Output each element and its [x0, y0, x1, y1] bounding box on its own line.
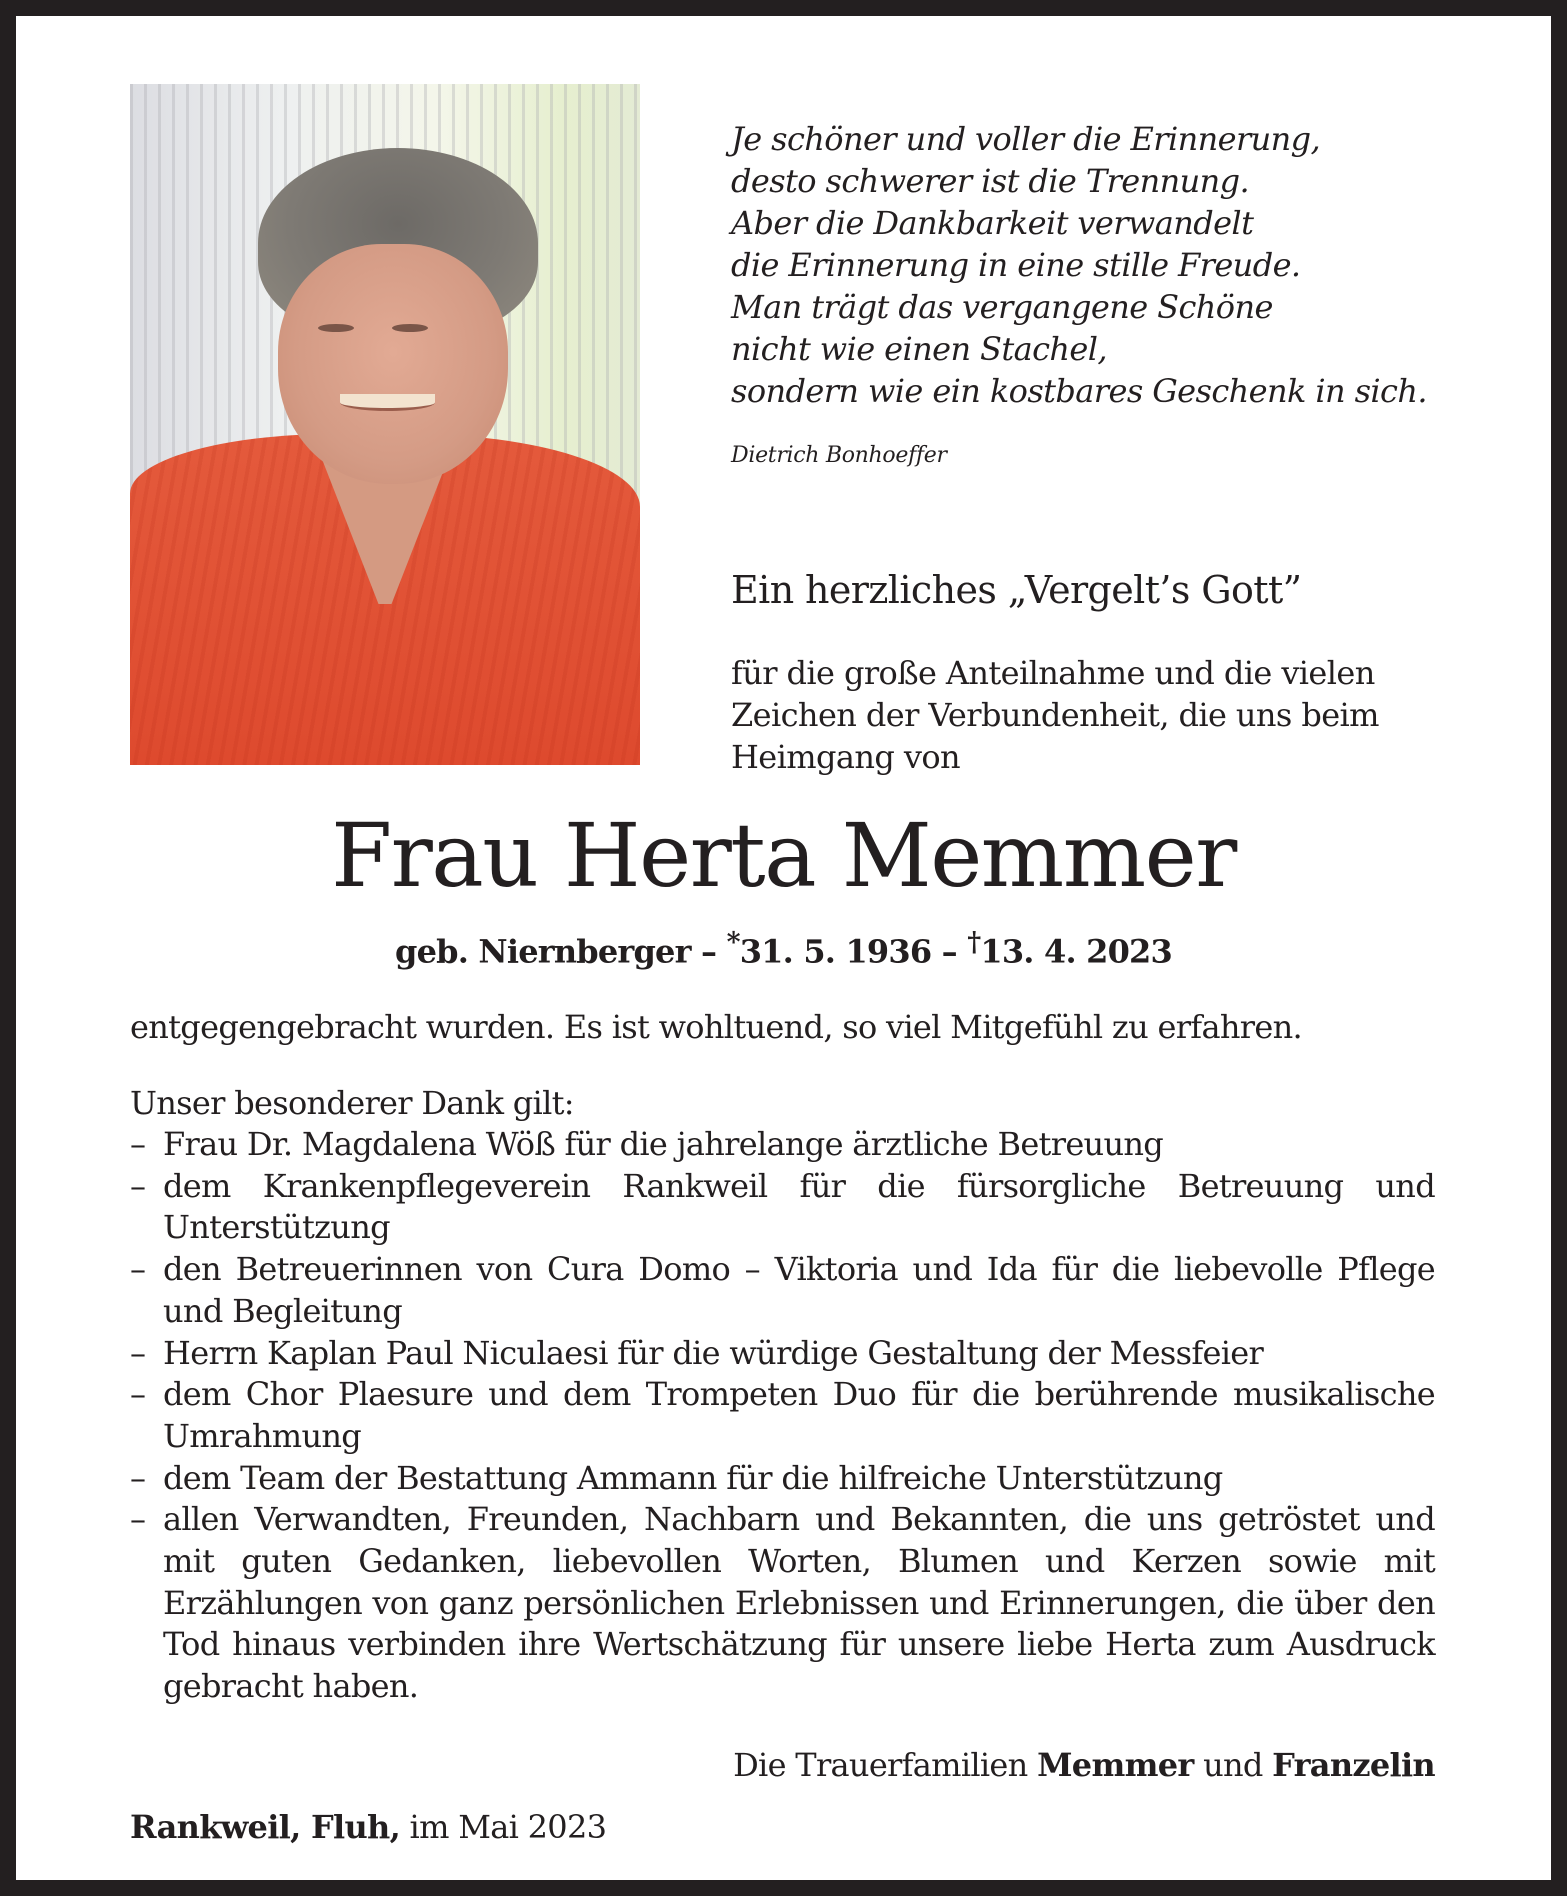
dank-item: [130, 1374, 1435, 1457]
birth-symbol: *: [726, 927, 740, 958]
dash-bullet: –: [130, 1375, 146, 1414]
thanks-intro-line: für die große Anteilnahme und die vielen: [731, 654, 1375, 692]
family-name-memmer: Memmer: [1037, 1746, 1194, 1784]
thanks-heading: Ein herzliches „Vergelt’s Gott”: [731, 568, 1302, 612]
dank-item-text: den Betreuerinnen von Cura Domo – Viktoria und Ida für die liebevolle Pflege und Begleitung: [163, 1250, 1435, 1330]
quote-line: die Erinnerung in eine stille Freude.: [731, 246, 1301, 284]
photo-eye-right: [392, 324, 428, 332]
dash-bullet: –: [130, 1125, 146, 1163]
place: Rankweil, Fluh,: [130, 1808, 401, 1846]
dash-bullet: –: [130, 1250, 146, 1289]
portrait-photo: [130, 84, 640, 765]
deceased-dates: [16, 927, 1551, 971]
place-date: [130, 1808, 606, 1846]
photo-smile: [340, 394, 435, 411]
date: im Mai 2023: [409, 1808, 607, 1846]
quote-line: desto schwerer ist die Trennung.: [731, 162, 1250, 200]
dash-bullet: –: [130, 1333, 146, 1372]
signature-conjunction: und: [1203, 1746, 1263, 1784]
quote-line: Aber die Dankbarkeit verwandelt: [731, 204, 1254, 242]
quote-line: nicht wie einen Stachel,: [731, 330, 1107, 368]
photo-eye-left: [318, 324, 354, 332]
thanks-intro-line: Heimgang von: [731, 738, 961, 776]
dank-item: [130, 1166, 1435, 1249]
dash-bullet: –: [130, 1458, 146, 1497]
separator: –: [701, 932, 717, 971]
quote-line: Je schöner und voller die Erinnerung,: [731, 120, 1321, 158]
dank-item: [130, 1124, 1435, 1166]
obituary-page: [16, 16, 1551, 1880]
dash-bullet: –: [130, 1166, 146, 1205]
thanks-intro: [731, 652, 1379, 778]
death-symbol: †: [967, 927, 981, 958]
dank-item-text: dem Krankenpflegeverein Rankweil für die fürsorgliche Betreuung und Unterstützung: [163, 1166, 1435, 1247]
quote-line: sondern wie ein kostbares Geschenk in sich.: [731, 372, 1427, 410]
dank-item: [130, 1333, 1435, 1375]
dank-item-text: allen Verwandten, Freunden, Nachbarn und Bekannten, die uns getröstet und mit guten Gedanken, liebevollen Worten, Blumen und Kerzen sowie mit Erzählungen von ganz persönlichen Erlebnissen und Erinnerungen, die über den Tod hinaus verbinden ihre Wertschätzung für unsere liebe Herta zum Ausdruck gebracht haben.: [163, 1500, 1435, 1706]
thanks-intro-line: Zeichen der Verbundenheit, die uns beim: [731, 696, 1379, 734]
dash-bullet: –: [130, 1500, 146, 1539]
dank-list: [130, 1124, 1435, 1708]
dank-item-text: dem Team der Bestattung Ammann für die hilfreiche Unterstützung: [163, 1458, 1223, 1497]
death-date: 13. 4. 2023: [980, 932, 1172, 971]
dank-item: [130, 1499, 1435, 1708]
dank-item: [130, 1249, 1435, 1332]
signature: [733, 1746, 1435, 1784]
dank-item: [130, 1458, 1435, 1500]
birth-date: 31. 5. 1936: [739, 932, 932, 971]
photo-face: [278, 244, 508, 484]
dank-item-text: Frau Dr. Magdalena Wöß für die jahrelange ärztliche Betreuung: [163, 1125, 1164, 1163]
dank-heading: Unser besonderer Dank gilt:: [130, 1084, 574, 1122]
signature-prefix: Die Trauerfamilien: [733, 1746, 1028, 1784]
deceased-name: Frau Herta Memmer: [331, 804, 1236, 907]
dank-item-text: Herrn Kaplan Paul Niculaesi für die würdige Gestaltung der Messfeier: [163, 1333, 1264, 1372]
family-name-franzelin: Franzelin: [1272, 1746, 1435, 1784]
quote-line: Man trägt das vergangene Schöne: [731, 288, 1273, 326]
birth-name: geb. Niernberger: [395, 932, 691, 971]
quote-author: Dietrich Bonhoeffer: [731, 443, 947, 468]
dank-item-text: dem Chor Plaesure und dem Trompeten Duo für die berührende musikalische Umrahmung: [163, 1375, 1435, 1455]
continuation-text: entgegengebracht wurden. Es ist wohltuend, so viel Mitgefühl zu erfahren.: [130, 1008, 1302, 1046]
separator: –: [941, 932, 957, 971]
memorial-quote: [731, 118, 1427, 412]
